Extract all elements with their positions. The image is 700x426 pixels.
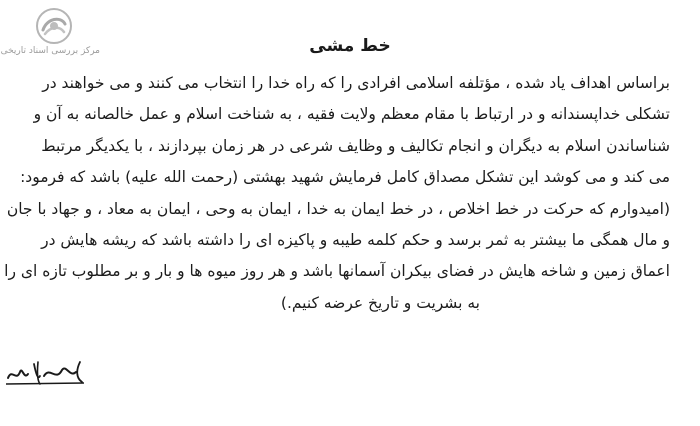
handwritten-signature xyxy=(4,356,90,386)
paragraph-line: می کند و می کوشد این تشکل مصداق کامل فرمایش شهید بهشتی (رحمت الله علیه) باشد که فرمود: xyxy=(20,168,670,187)
paragraph-line: اعماق زمین و شاخه هایش در فضای بیکران آسمانها باشد و هر روز میوه ها و بار و بر مطلوب تازه ای را xyxy=(4,262,670,281)
paragraph-line: و مال همگی ما بیشتر به ثمر برسد و حکم کلمه طیبه و پاکیزه ای را داشته باشد که ریشه هایش در xyxy=(41,231,670,250)
paragraph-line: شناساندن اسلام به دیگران و انجام تکالیف و وظایف شرعی در هر زمان بپردازند ، با یکدیگر مرتبط xyxy=(41,136,670,155)
paragraph-line: به بشریت و تاریخ عرضه کنیم.) xyxy=(280,293,480,312)
paragraph-line: تشکلی خداپسندانه و در ارتباط با مقام معظم ولایت فقیه ، به شناخت اسلام و عمل خالصانه به آن و xyxy=(33,105,670,124)
policy-paragraph xyxy=(4,68,670,319)
paragraph-line: (امیدوارم که حرکت در خط اخلاص ، در خط ایمان به خدا ، ایمان به وحی ، ایمان به معاد ، و جهاد با جان xyxy=(6,199,670,218)
page-title: خط مشی xyxy=(309,36,391,56)
watermark-text: مرکز بررسی اسناد تاریخی xyxy=(0,46,100,56)
paragraph-line: براساس اهداف یاد شده ، مؤتلفه اسلامی افرادی را که راه خدا را انتخاب می کنند و می خواهند در xyxy=(42,74,670,92)
